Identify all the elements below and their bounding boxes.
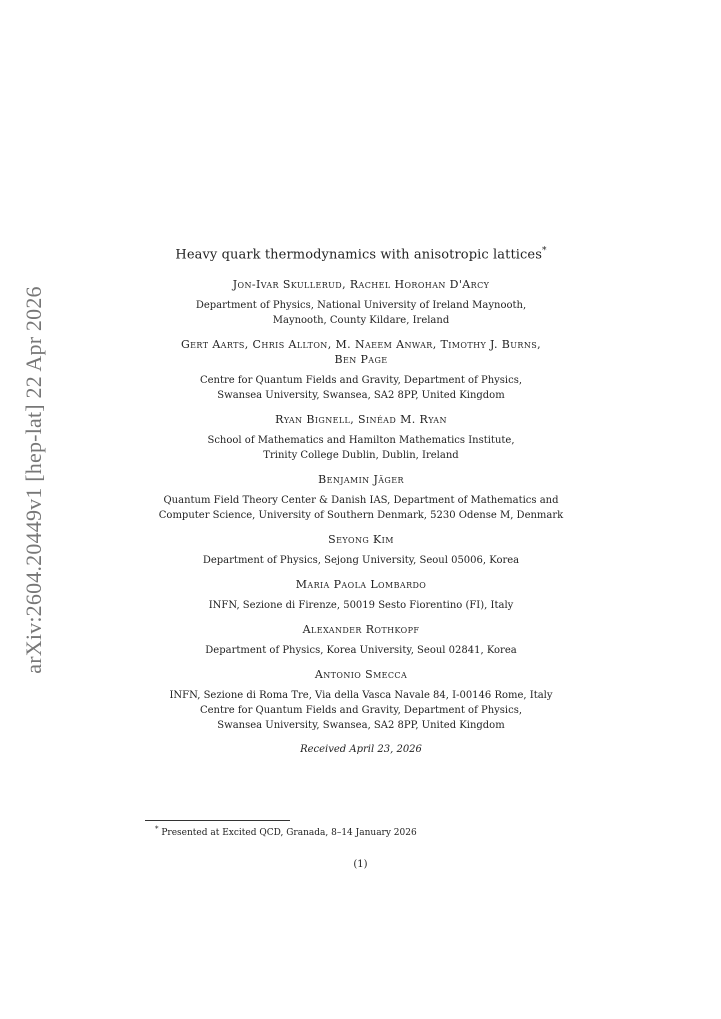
footnote-mark: * <box>155 825 159 833</box>
affiliation-line: Department of Physics, Sejong University, Seoul 05006, Korea <box>202 555 520 567</box>
affiliation <box>145 433 577 463</box>
author-line: Ben Page <box>334 353 388 367</box>
affiliation-line: Department of Physics, National University of Ireland Maynooth, <box>195 300 527 312</box>
author-line: Benjamin Jäger <box>318 473 404 487</box>
author-list <box>145 577 577 592</box>
author-list <box>145 337 577 367</box>
author-list <box>145 277 577 292</box>
author-list <box>145 472 577 487</box>
affiliation-line: Department of Physics, Korea University, Seoul 02841, Korea <box>205 645 517 657</box>
footnote-text: Presented at Excited QCD, Granada, 8–14 January 2026 <box>161 828 417 838</box>
author-list <box>145 667 577 682</box>
author-list <box>145 622 577 637</box>
affiliation-line: Swansea University, Swansea, SA2 8PP, United Kingdom <box>217 720 505 732</box>
affiliation <box>145 298 577 328</box>
author-line: Maria Paola Lombardo <box>295 578 427 592</box>
author-line: Seyong Kim <box>328 533 394 547</box>
footnote <box>155 825 417 838</box>
affiliation-line: Centre for Quantum Fields and Gravity, Department of Physics, <box>199 705 523 717</box>
title-footnote-mark: * <box>542 246 547 256</box>
paper-title-text: Heavy quark thermodynamics with anisotropic lattices <box>175 247 542 263</box>
affiliation-line: INFN, Sezione di Roma Tre, Via della Vasca Navale 84, I-00146 Rome, Italy <box>169 690 553 702</box>
affiliation <box>145 373 577 403</box>
affiliation <box>145 493 577 523</box>
paper-title <box>145 246 577 262</box>
affiliation-line: Maynooth, County Kildare, Ireland <box>272 315 450 327</box>
affiliation-line: Centre for Quantum Fields and Gravity, Department of Physics, <box>199 375 523 387</box>
page-number: (1) <box>353 859 368 870</box>
author-line: Gert Aarts, Chris Allton, M. Naeem Anwar, Timothy J. Burns, <box>180 338 541 352</box>
author-line: Jon-Ivar Skullerud, Rachel Horohan D'Arcy <box>232 278 490 292</box>
affiliation <box>145 688 577 733</box>
affiliation <box>145 553 577 568</box>
arxiv-identifier: arXiv:2604.20449v1 [hep-lat] 22 Apr 2026 <box>21 286 46 674</box>
author-line: Ryan Bignell, Sinéad M. Ryan <box>275 413 447 427</box>
affiliation <box>145 643 577 658</box>
author-list <box>145 532 577 547</box>
affiliation-line: School of Mathematics and Hamilton Mathematics Institute, <box>207 435 515 447</box>
affiliation-line: INFN, Sezione di Firenze, 50019 Sesto Fiorentino (FI), Italy <box>208 600 514 612</box>
author-list <box>145 412 577 427</box>
paper-front-matter <box>145 246 577 755</box>
affiliation-line: Swansea University, Swansea, SA2 8PP, United Kingdom <box>217 390 505 402</box>
author-line: Antonio Smecca <box>314 668 408 682</box>
affiliation-line: Computer Science, University of Southern Denmark, 5230 Odense M, Denmark <box>158 510 564 522</box>
affiliation-line: Quantum Field Theory Center & Danish IAS, Department of Mathematics and <box>163 495 559 507</box>
affiliation-line: Trinity College Dublin, Dublin, Ireland <box>263 450 459 462</box>
received-date: Received April 23, 2026 <box>300 744 422 756</box>
footnote-rule <box>145 820 290 821</box>
author-groups <box>145 277 577 733</box>
affiliation <box>145 598 577 613</box>
author-line: Alexander Rothkopf <box>302 623 420 637</box>
